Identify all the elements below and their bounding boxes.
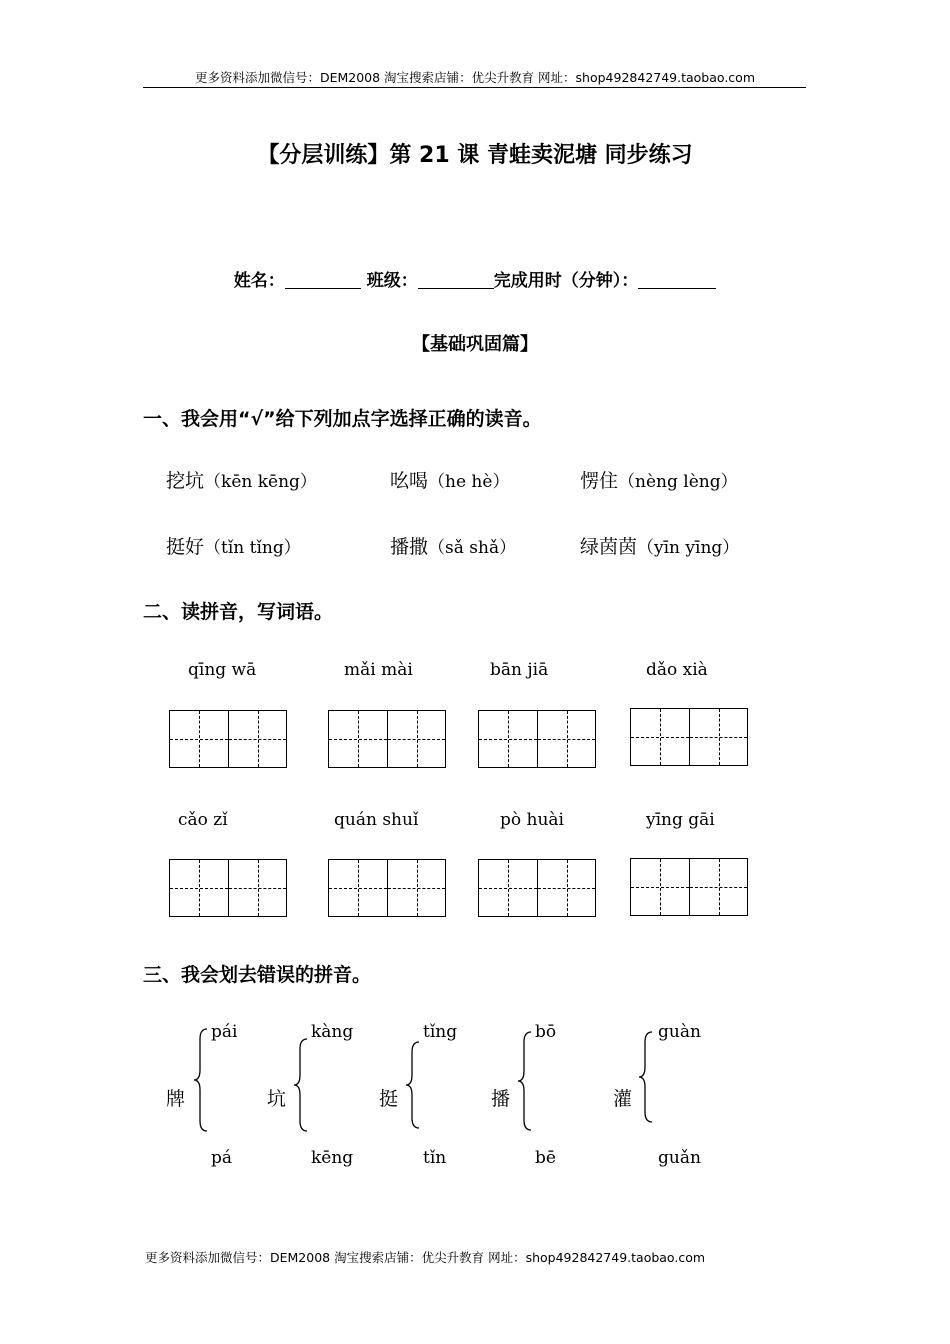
grid-cell[interactable] [537, 711, 595, 767]
class-label: 班级： [366, 271, 418, 291]
q2-pinyin: bān jiā [490, 660, 549, 680]
q2-pinyin: yīng gāi [646, 810, 715, 830]
writing-grid[interactable] [630, 708, 748, 766]
q2-title: 二、读拼音，写词语。 [143, 601, 334, 623]
q2-pinyin: pò huài [500, 810, 564, 830]
grid-cell[interactable] [631, 709, 689, 765]
time-field[interactable] [638, 271, 716, 289]
brace-icon [517, 1030, 533, 1132]
q2-pinyin: quán shuǐ [334, 810, 419, 830]
q3-pinyin-bottom[interactable]: tǐn [423, 1148, 447, 1168]
q3-pinyin-top[interactable]: guàn [658, 1022, 701, 1042]
q3-char: 播 [491, 1088, 511, 1110]
grid-cell[interactable] [479, 860, 537, 916]
q1-word: 绿茵茵 [580, 536, 638, 558]
grid-cell[interactable] [689, 859, 747, 915]
time-label: 完成用时（分钟）： [493, 271, 639, 291]
q3-pinyin-bottom[interactable]: bē [535, 1148, 556, 1168]
writing-grid[interactable] [328, 710, 446, 768]
q1-options[interactable]: （kēn kēng） [204, 472, 317, 492]
q3-title: 三、我会划去错误的拼音。 [143, 964, 372, 986]
class-field[interactable] [418, 271, 494, 289]
grid-cell[interactable] [631, 859, 689, 915]
grid-cell[interactable] [479, 711, 537, 767]
q1-options[interactable]: （yīn yīng） [637, 538, 740, 558]
q3-pinyin-top[interactable]: bō [535, 1022, 557, 1042]
grid-cell[interactable] [170, 860, 228, 916]
q1-item [580, 532, 739, 559]
q1-title: 一、我会用“√”给下列加点字选择正确的读音。 [143, 408, 542, 430]
writing-grid[interactable] [478, 859, 596, 917]
q3-char: 灌 [613, 1088, 633, 1110]
q1-options[interactable]: （tǐn tǐng） [204, 538, 301, 558]
q1-word: 吆喝 [390, 470, 429, 492]
section-tag: 【基础巩固篇】 [412, 334, 538, 355]
grid-cell[interactable] [228, 860, 286, 916]
q1-word: 挺好 [166, 536, 205, 558]
writing-grid[interactable] [169, 710, 287, 768]
writing-grid[interactable] [328, 859, 446, 917]
grid-cell[interactable] [228, 711, 286, 767]
writing-grid[interactable] [478, 710, 596, 768]
grid-cell[interactable] [689, 709, 747, 765]
q2-pinyin: mǎi mài [344, 660, 413, 680]
q3-char: 牌 [166, 1088, 186, 1110]
page-title: 【分层训练】第 21 课 青蛙卖泥塘 同步练习 [257, 143, 693, 168]
grid-cell[interactable] [387, 711, 445, 767]
writing-grid[interactable] [630, 858, 748, 916]
q3-pinyin-bottom[interactable]: guǎn [658, 1148, 701, 1168]
name-field[interactable] [285, 271, 361, 289]
brace-icon [293, 1037, 309, 1133]
q3-char: 坑 [267, 1088, 287, 1110]
grid-cell[interactable] [329, 860, 387, 916]
q1-word: 愣住 [580, 470, 619, 492]
q3-pinyin-top[interactable]: pái [211, 1022, 238, 1042]
q1-options[interactable]: （nèng lèng） [618, 472, 738, 492]
grid-cell[interactable] [329, 711, 387, 767]
q1-item [166, 466, 317, 493]
q1-options[interactable]: （sǎ shǎ） [428, 538, 517, 558]
q3-char: 挺 [379, 1088, 399, 1110]
q3-pinyin-bottom[interactable]: kēng [311, 1148, 354, 1168]
q3-pinyin-bottom[interactable]: pá [211, 1148, 233, 1168]
q3-pinyin-top[interactable]: kàng [311, 1022, 354, 1042]
grid-cell[interactable] [170, 711, 228, 767]
q2-pinyin: dǎo xià [646, 660, 708, 680]
q2-pinyin: qīng wā [188, 660, 257, 680]
q1-item [390, 466, 509, 493]
q3-pinyin-top[interactable]: tǐng [423, 1022, 458, 1042]
grid-cell[interactable] [387, 860, 445, 916]
q1-options[interactable]: （he hè） [428, 472, 510, 492]
brace-icon [193, 1027, 209, 1133]
student-info [0, 266, 950, 291]
brace-icon [405, 1040, 421, 1130]
q1-item [390, 532, 516, 559]
grid-cell[interactable] [537, 860, 595, 916]
q2-pinyin: cǎo zǐ [178, 810, 228, 830]
q1-word: 挖坑 [166, 470, 205, 492]
page-header: 更多资料添加微信号：DEM2008 淘宝搜索店铺：优尖升教育 网址：shop492842749.taobao.com [194, 70, 756, 85]
header-divider [143, 87, 806, 88]
name-label: 姓名： [233, 271, 285, 291]
brace-icon [638, 1030, 654, 1124]
q1-item [166, 532, 301, 559]
writing-grid[interactable] [169, 859, 287, 917]
q1-item [580, 466, 738, 493]
q1-word: 播撒 [390, 536, 429, 558]
page-footer: 更多资料添加微信号：DEM2008 淘宝搜索店铺：优尖升教育 网址：shop492842749.taobao.com [145, 1250, 706, 1265]
